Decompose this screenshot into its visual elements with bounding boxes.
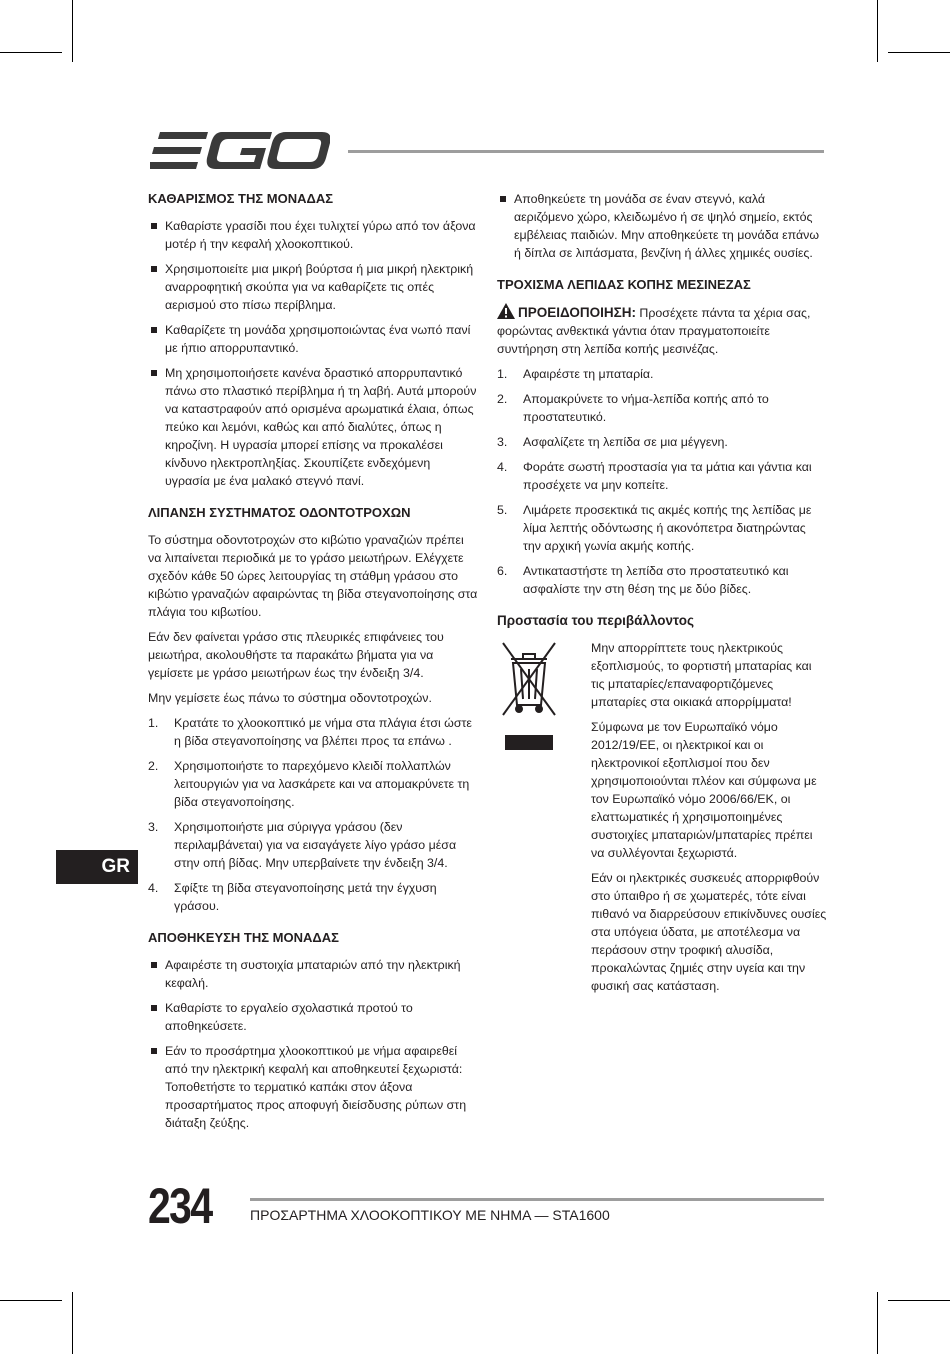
warning-paragraph (497, 303, 827, 358)
crossed-bin-icon (501, 639, 557, 751)
list-item (497, 433, 827, 451)
step-text: Χρησιμοποιήστε το παρεχόμενο κλειδί πολλαπλών λειτουργιών για να λασκάρετε και να απομακρύνετε τη βίδα στεγανοποίησης. (174, 759, 470, 809)
step-text: Λιμάρετε προσεκτικά τις ακμές κοπής της λεπίδας με λίμα λεπτής οδόντωσης ή ακονόπετρα διατηρώντας την αρχική γωνία ακμής κοπής. (523, 503, 812, 553)
section-heading-cleaning: ΚΑΘΑΡΙΣΜΟΣ ΤΗΣ ΜΟΝΑΔΑΣ (148, 191, 334, 206)
step-number: 6. (497, 564, 508, 578)
step-text: Σφίξτε τη βίδα στεγανοποίησης μετά την έγχυση γράσου. (174, 881, 437, 913)
list-item: Καθαρίστε το εργαλείο σχολαστικά προτού το αποθηκεύσετε. (148, 999, 478, 1035)
lubrication-steps (148, 714, 478, 915)
list-item: Αποθηκεύετε τη μονάδα σε έναν στεγνό, καλά αεριζόμενο χώρο, κλειδωμένο ή σε ψηλό σημείο, εκτός εμβέλειας παιδιών. Μην αποθηκεύετε τη μονάδα επάνω ή δίπλα σε λιπάσματα, βενζίνη ή άλλες χημικές ουσίες. (497, 190, 827, 262)
step-number: 2. (497, 392, 508, 406)
step-number: 4. (148, 881, 159, 895)
list-item: Μη χρησιμοποιήσετε κανένα δραστικό απορρυπαντικό πάνω στο πλαστικό περίβλημα ή τη λαβή. Αυτά μπορούν να καταστραφούν από ορισμένα αρωματικά έλαια, όπως πεύκο και λεμόνι, καθώς και από διαλύτες, όπως η κηροζίνη. Η υγρασία μπορεί επίσης να προκαλέσει κίνδυνο ηλεκτροπληξίας. Σκουπίζετε ενδεχόμενη υγρασία με ένα μαλακό στεγνό πανί. (148, 364, 478, 490)
step-text: Φοράτε σωστή προστασία για τα μάτια και γάντια και προσέχετε να μην κοπείτε. (523, 460, 812, 492)
step-text: Αντικαταστήστε τη λεπίδα στο προστατευτικό και ασφαλίστε την στη θέση της με δύο βίδες. (523, 564, 789, 596)
step-number: 3. (148, 820, 159, 834)
footer-rule (250, 1198, 824, 1201)
crop-mark (0, 52, 62, 53)
step-number: 2. (148, 759, 159, 773)
step-text: Κρατάτε το χλοοκοπτικό με νήμα στα πλάγια έτσι ώστε η βίδα στεγανοποίησης να βλέπει προς τα επάνω . (174, 716, 472, 748)
storage-list-continued (497, 190, 827, 262)
section-heading-storage: ΑΠΟΘΗΚΕΥΣΗ ΤΗΣ ΜΟΝΑΔΑΣ (148, 930, 339, 945)
step-number: 5. (497, 503, 508, 517)
crop-mark (888, 52, 950, 53)
crop-mark (888, 1300, 950, 1301)
footer-title: ΠΡΟΣΑΡΤΗΜΑ ΧΛΟΟΚΟΠΤΙΚΟΥ ΜΕ ΝΗΜΑ — STA1600 (250, 1207, 610, 1223)
header-rule (348, 150, 824, 153)
list-item (497, 501, 827, 555)
crop-mark (877, 1292, 878, 1354)
paragraph: Μην γεμίσετε έως πάνω το σύστημα οδοντοτροχών. (148, 691, 432, 705)
warning-text: Προσέχετε πάντα τα χέρια σας, φορώντας ανθεκτικά γάντια όταν πραγματοποιείτε συντήρηση στη λεπίδα κοπής μεσινέζας. (497, 306, 811, 356)
list-item: Εάν το προσάρτημα χλοοκοπτικού με νήμα αφαιρεθεί από την ηλεκτρική κεφαλή και αποθηκευτεί ξεχωριστά: Τοποθετήστε το τερματικό καπάκι στον άξονα προσαρτήματος προς αποφυγή διείσδυσης ρύπων στη διάταξη ζεύξης. (148, 1042, 478, 1132)
list-item (148, 818, 478, 872)
cleaning-list (148, 217, 478, 490)
list-item (497, 365, 827, 383)
paragraph: Σύμφωνα με τον Ευρωπαϊκό νόμο 2012/19/ΕΕ, οι ηλεκτρικοί και οι ηλεκτρονικοί εξοπλισμοί που δεν χρησιμοποιούνται πλέον και σύμφωνα με τον Ευρωπαϊκό νόμο 2006/66/ΕΚ, οι ελαττωματικές ή χρησιμοποιημένες συστοιχίες μπαταριών/μπαταρίες πρέπει να συλλέγονται ξεχωριστά. (591, 720, 817, 860)
paragraph: Μην απορρίπτετε τους ηλεκτρικούς εξοπλισμούς, το φορτιστή μπαταρίας και τις μπαταρίες/επαναφορτιζόμενες μπαταρίες στα οικιακά απορρίμματα! (591, 641, 812, 709)
section-heading-lubrication: ΛΙΠΑΝΣΗ ΣΥΣΤΗΜΑΤΟΣ ΟΔΟΝΤΟΤΡΟΧΩΝ (148, 505, 411, 520)
list-item (148, 879, 478, 915)
step-text: Ασφαλίζετε τη λεπίδα σε μια μέγγενη. (523, 435, 728, 449)
warning-label: ΠΡΟΕΙΔΟΠΟΙΗΣΗ: (518, 305, 636, 320)
right-column (497, 190, 827, 1002)
paragraph: Εάν δεν φαίνεται γράσο στις πλευρικές επιφάνειες του μειωτήρα, ακολουθήστε τα παρακάτω βήματα για να γεμίσετε με γράσο μειωτήρων έως την ένδειξη 3/4. (148, 630, 444, 680)
sharpening-steps (497, 365, 827, 598)
paragraph: Εάν οι ηλεκτρικές συσκευές απορριφθούν στο ύπαιθρο ή σε χωματερές, τότε είναι πιθανό να διαρρεύσουν επικίνδυνες ουσίες στα υπόγεια ύδατα, με αποτέλεσμα να περάσουν στην τροφική αλυσίδα, προκαλώντας ζημιές στην υγεία και την φυσική σας κατάσταση. (591, 871, 827, 993)
list-item (497, 562, 827, 598)
step-text: Αφαιρέστε τη μπαταρία. (523, 367, 654, 381)
list-item (497, 458, 827, 494)
weee-symbol (497, 639, 587, 1002)
list-item: Αφαιρέστε τη συστοιχία μπαταριών από την ηλεκτρική κεφαλή. (148, 956, 478, 992)
crop-mark (0, 1300, 62, 1301)
ego-logo (150, 130, 330, 172)
step-number: 1. (497, 367, 508, 381)
left-column (148, 190, 478, 1146)
list-item: Καθαρίζετε τη μονάδα χρησιμοποιώντας ένα νωπό πανί με ήπιο απορρυπαντικό. (148, 321, 478, 357)
step-number: 1. (148, 716, 159, 730)
list-item: Χρησιμοποιείτε μια μικρή βούρτσα ή μια μικρή ηλεκτρική αναρροφητική σκούπα για να καθαρίζετε τις οπές αερισμού στο πίσω περίβλημα. (148, 260, 478, 314)
paragraph: Το σύστημα οδοντοτροχών στο κιβώτιο γραναζιών πρέπει να λιπαίνεται περιοδικά με το γράσο μειωτήρων. Ελέγχετε σχεδόν κάθε 50 ώρες λειτουργίας τη στάθμη γράσου στο κιβώτιο γραναζιών αφαιρώντας τη βίδα στεγανοποίησης στα πλάγια του κιβωτίου. (148, 533, 478, 619)
step-text: Απομακρύνετε το νήμα-λεπίδα κοπής από το προστατευτικό. (523, 392, 769, 424)
list-item (148, 714, 478, 750)
environment-block (497, 639, 827, 1002)
list-item (148, 757, 478, 811)
step-text: Χρησιμοποιήστε μια σύριγγα γράσου (δεν περιλαμβάνεται) για να εισαγάγετε λίγο γράσο μέσα στην οπή βίδας. Μην υπερβαίνετε την ένδειξη 3/4. (174, 820, 457, 870)
section-heading-environment: Προστασία του περιβάλλοντος (497, 613, 694, 628)
storage-list (148, 956, 478, 1132)
step-number: 3. (497, 435, 508, 449)
environment-text (591, 639, 827, 1002)
crop-mark (72, 0, 73, 62)
crop-mark (72, 1292, 73, 1354)
warning-icon (497, 303, 515, 319)
page-number: 234 (148, 1178, 212, 1234)
section-heading-sharpening: ΤΡΟΧΙΣΜΑ ΛΕΠΙΔΑΣ ΚΟΠΗΣ ΜΕΣΙΝΕΖΑΣ (497, 277, 751, 292)
list-item: Καθαρίστε γρασίδι που έχει τυλιχτεί γύρω από τον άξονα μοτέρ ή την κεφαλή χλοοκοπτικού. (148, 217, 478, 253)
step-number: 4. (497, 460, 508, 474)
list-item (497, 390, 827, 426)
language-tab: GR (56, 850, 138, 884)
crop-mark (877, 0, 878, 62)
